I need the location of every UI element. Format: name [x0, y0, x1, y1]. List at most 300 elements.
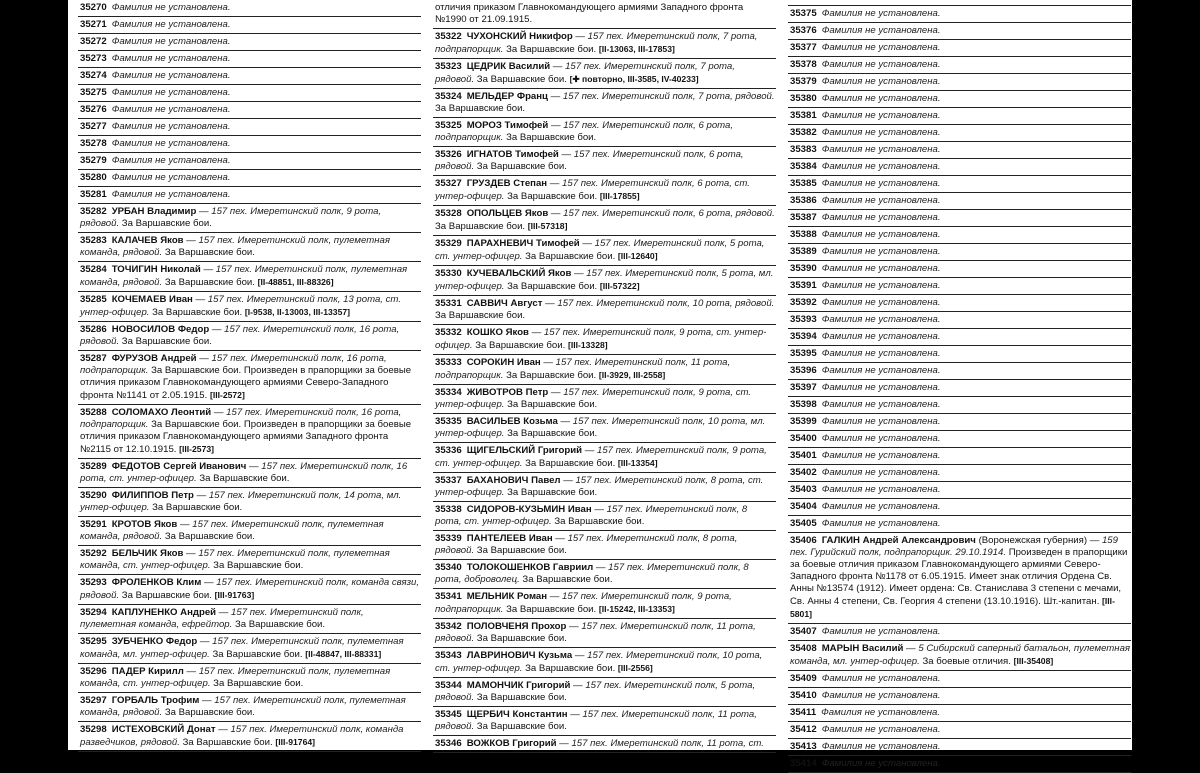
person-name: МАМОНЧИК Григорий — [466, 680, 571, 691]
entry-description: Фамилия не установлена. — [821, 724, 941, 735]
entry-unknown — [78, 51, 421, 68]
entry-record: 35289 ФЕДОТОВ Сергей Иванович — 157 пех. Имеретинский полк, 16 рота, ст. унтер-офицер. За Варшавские бои. — [78, 459, 421, 488]
entry-unknown — [78, 170, 421, 187]
entry-number: 35336 — [435, 445, 462, 456]
entry-unknown — [78, 102, 421, 119]
entry-number: 35284 — [80, 264, 107, 275]
entry-award-text: За Варшавские бои. — [476, 545, 567, 556]
entry-number: 35293 — [80, 577, 107, 588]
person-name: ВОЖКОВ Григорий — [466, 738, 557, 749]
entry-record: 35297 ГОРБАЛЬ Трофим — 157 пех. Имеретинский полк, пулеметная команда, рядовой. За Варшавские бои. — [78, 693, 421, 722]
person-name: БАХАНОВИЧ Павел — [466, 475, 561, 486]
entry-record: 35341 МЕЛЬНИК Роман — 157 пех. Имеретинский полк, 9 рота, подпрапорщик. За Варшавские бои. [II-15242, III-13353] — [433, 589, 776, 619]
entry-unknown — [788, 142, 1131, 159]
person-name: МЕЛЬДЕР Франц — [466, 91, 548, 102]
entry-number: 35345 — [435, 709, 462, 720]
person-name: ИГНАТОВ Тимофей — [466, 149, 559, 160]
entry-description: 157 пех. Имеретинский полк, 5 рота, мл. унтер-офицер. — [435, 268, 774, 292]
entry-number: 35407 — [790, 626, 817, 637]
person-name: ИСТЕХОВСКИЙ Донат — [111, 724, 216, 735]
entry-record: 35284 ТОЧИГИН Николай — 157 пех. Имеретинский полк, пулеметная команда, рядовой. За Варшавские бои. [II-48851, III-88326] — [78, 262, 421, 292]
document-page — [68, 0, 1132, 769]
entry-number: 35382 — [790, 127, 817, 138]
entry-record: 35290 ФИЛИППОВ Петр — 157 пех. Имеретинский полк, 14 рота, мл. унтер-офицер. За Варшавские бои. — [78, 488, 421, 517]
entry-description: Фамилия не установлена. — [821, 42, 941, 53]
entry-number: 35404 — [790, 501, 817, 512]
entry-unknown — [788, 346, 1131, 363]
entry-reference: [II-13063, III-17853] — [598, 44, 675, 54]
entry-number: 35298 — [80, 724, 107, 735]
entry-description: Фамилия не установлена. — [821, 76, 941, 87]
entry-number: 35397 — [790, 382, 817, 393]
entry-record: 35337 БАХАНОВИЧ Павел — 157 пех. Имеретинский полк, 8 рота, ст. унтер-офицер. За Варшавские бои. — [433, 473, 776, 502]
entry-number: 35337 — [435, 475, 462, 486]
entry-record: 35323 ЦЕДРИК Василий — 157 пех. Имеретинский полк, 7 рота, рядовой. За Варшавские бои. [✚ повторно, III-3585, IV-40233] — [433, 59, 776, 89]
person-name: ФРОЛЕНКОВ Клим — [111, 577, 202, 588]
entry-number: 35328 — [435, 208, 462, 219]
entry-number: 35400 — [790, 433, 817, 444]
entry-unknown — [788, 108, 1131, 125]
entry-unknown — [788, 705, 1131, 722]
entry-award-text: За Варшавские бои. — [476, 633, 567, 644]
entry-number: 35295 — [80, 636, 107, 647]
person-name: ГОРБАЛЬ Трофим — [111, 695, 200, 706]
entry-description: Фамилия не установлена. — [821, 365, 941, 376]
entry-description: 157 пех. Имеретинский полк, пулеметная команда, ефрейтор. — [80, 607, 364, 630]
entry-number: 35399 — [790, 416, 817, 427]
entry-record: 35342 ПОЛОВЧЕНЯ Прохор — 157 пех. Имеретинский полк, 11 рота, рядовой. За Варшавские бои. — [433, 619, 776, 648]
entry-description: 157 пех. Имеретинский полк, пулеметная команда, ст. унтер-офицер. — [80, 666, 391, 689]
entry-description: Фамилия не установлена. — [821, 127, 941, 138]
entry-description: 157 пех. Имеретинский полк, 6 рота, ст. унтер-офицер. — [435, 178, 750, 202]
person-name: ЩЕРБИЧ Константин — [466, 709, 568, 720]
person-name: ТОЧИГИН Николай — [111, 264, 201, 275]
entry-record: 35291 КРОТОВ Яков — 157 пех. Имеретинский полк, пулеметная команда, рядовой. За Варшавские бои. — [78, 517, 421, 546]
entry-number: 35346 — [435, 738, 462, 749]
entry-record: 35328 ОПОЛЬЦЕВ Яков — 157 пех. Имеретинский полк, 6 рота, рядовой. За Варшавские бои. [III-57318] — [433, 206, 776, 236]
entry-award-text: За Варшавские бои. — [525, 663, 616, 674]
entry-number: 35410 — [790, 690, 817, 701]
entry-description: 157 пех. Имеретинский полк, 11 рота, подпрапорщик. — [435, 357, 731, 381]
entry-number: 35406 — [790, 535, 817, 546]
entry-description: Фамилия не установлена. — [821, 331, 941, 342]
entry-award-text: За Варшавские бои. — [212, 649, 303, 660]
entry-record: 35330 КУЧЕВАЛЬСКИЙ Яков — 157 пех. Имеретинский полк, 5 рота, мл. унтер-офицер. За Варшавские бои. [III-57322] — [433, 266, 776, 296]
entry-award-text: За Варшавские бои. — [506, 604, 597, 615]
entry-description: Фамилия не установлена. — [821, 144, 941, 155]
entry-record: 35408 МАРЫН Василий — 5 Сибирский саперный батальон, пулеметная команда, мл. унтер-офицер. За боевые отличия. [III-35408] — [788, 641, 1131, 671]
entry-description: 157 пех. Имеретинский полк, 8 рота, доброволец. — [435, 562, 749, 585]
entry-record: 35286 НОВОСИЛОВ Федор — 157 пех. Имеретинский полк, 16 рота, рядовой. За Варшавские бои. — [78, 322, 421, 351]
person-name: ГАЛКИН Андрей Александрович — [821, 535, 976, 546]
person-name: ПОЛОВЧЕНЯ Прохор — [466, 621, 567, 632]
entry-description: 157 пех. Имеретинский полк, 16 рота, подпрапорщик. — [80, 353, 387, 376]
entry-number: 35334 — [435, 387, 462, 398]
person-name: МЕЛЬНИК Роман — [466, 591, 548, 602]
entry-award-text: За Варшавские бои. — [164, 531, 255, 542]
entry-unknown — [788, 176, 1131, 193]
entry-unknown — [788, 6, 1131, 23]
entry-number: 35384 — [790, 161, 817, 172]
entry-award-text: За Варшавские бои. — [525, 251, 616, 262]
entry-record: 35293 ФРОЛЕНКОВ Клим — 157 пех. Имеретинский полк, команда связи, рядовой. За Варшавские бои. [III-91763] — [78, 575, 421, 605]
entry-number: 35290 — [80, 490, 107, 501]
entry-reference: [III-91764] — [275, 737, 315, 747]
entry-number: 35280 — [80, 172, 107, 183]
entry-number: 35286 — [80, 324, 107, 335]
entry-award-text: За Варшавские бои. — [435, 310, 526, 321]
person-name: ВАСИЛЬЕВ Козьма — [466, 416, 558, 427]
entry-number: 35333 — [435, 357, 462, 368]
entry-number: 35335 — [435, 416, 462, 427]
entry-unknown — [788, 40, 1131, 57]
person-name: ПАРАХНЕВИЧ Тимофей — [466, 238, 580, 249]
entry-number: 35402 — [790, 467, 817, 478]
person-name: ФУРУЗОВ Андрей — [111, 353, 197, 364]
entry-reference: [III-2572] — [209, 390, 245, 400]
entry-description: Фамилия не установлена. — [111, 36, 231, 47]
entry-record: 35333 СОРОКИН Иван — 157 пех. Имеретинский полк, 11 рота, подпрапорщик. За Варшавские бои. [II-3929, III-2558] — [433, 355, 776, 385]
entry-award-text: За Варшавские бои. — [507, 487, 598, 498]
entry-number: 35325 — [435, 120, 462, 131]
entry-unknown — [788, 499, 1131, 516]
entry-number: 35385 — [790, 178, 817, 189]
entry-description: Фамилия не установлена. — [111, 53, 231, 64]
entry-description: 157 пех. Имеретинский полк, 10 рота, рядовой. — [557, 298, 775, 309]
entry-number: 35413 — [790, 741, 817, 752]
entry-description: 157 пех. Имеретинский полк, пулеметная команда, рядовой. — [80, 519, 384, 542]
entry-unknown — [78, 34, 421, 51]
entry-description: 157 пех. Имеретинский полк, 9 рота, ст. унтер-офицер. — [435, 387, 752, 410]
person-name: КАПЛУНЕНКО Андрей — [111, 607, 217, 618]
entry-description: 157 пех. Имеретинский полк, 16 рота, ст. унтер-офицер. — [80, 461, 408, 484]
entry-number: 35344 — [435, 680, 462, 691]
entry-reference: [III-13328] — [567, 340, 608, 350]
entry-record: 35346 ВОЖКОВ Григорий — 157 пех. Имеретинский полк, 11 рота, ст. — [433, 736, 776, 753]
entry-number: 35401 — [790, 450, 817, 461]
entry-unknown — [788, 756, 1131, 773]
entry-number: 35288 — [80, 407, 107, 418]
entry-description: 157 пех. Имеретинский полк, пулеметная команда, ст. унтер-офицер. — [80, 548, 390, 571]
entry-unknown — [788, 624, 1131, 641]
entry-number: 35274 — [80, 70, 107, 81]
entry-reference: [III-91763] — [214, 590, 255, 600]
entry-description: 157 пех. Имеретинский полк, 6 рота, рядовой. — [435, 149, 744, 172]
entry-number: 35277 — [80, 121, 107, 132]
entry-record — [433, 0, 776, 29]
entry-number: 35378 — [790, 59, 817, 70]
person-name: ТОЛОКОШЕНКОВ Гавриил — [466, 562, 594, 573]
entry-number: 35412 — [790, 724, 817, 735]
entry-record: 35296 ПАДЕР Кирилл — 157 пех. Имеретинский полк, пулеметная команда, ст. унтер-офицер. За Варшавские бои. — [78, 664, 421, 693]
entry-unknown — [788, 380, 1131, 397]
entry-award-text: За Варшавские бои. — [213, 678, 304, 689]
entry-description: 157 пех. Имеретинский полк, 16 рота, подпрапорщик. — [80, 407, 402, 430]
entry-number: 35403 — [790, 484, 817, 495]
entry-description: Фамилия не установлена. — [821, 59, 941, 70]
entry-description: Фамилия не установлена. — [821, 626, 941, 637]
person-name: ЦЕДРИК Василий — [466, 61, 551, 72]
entry-reference: [I-9538, II-13003, III-13357] — [244, 307, 351, 317]
entry-description: Фамилия не установлена. — [821, 263, 941, 274]
entry-award-text: отличия приказом Главнокомандующего армиями Западного фронта №1990 от 21.09.1915. — [435, 2, 744, 25]
entry-award-text: За Варшавские бои. — [554, 516, 645, 527]
entry-unknown — [788, 448, 1131, 465]
entry-award-text: За Варшавские бои. — [476, 721, 567, 732]
entry-number: 35287 — [80, 353, 107, 364]
entry-description: 157 пех. Имеретинский полк, 9 рота, ст. унтер-офицер. — [435, 445, 767, 469]
entry-award-text: За Варшавские бои. — [507, 191, 598, 202]
entry-unknown — [788, 431, 1131, 448]
entry-number: 35324 — [435, 91, 462, 102]
entry-record: 35329 ПАРАХНЕВИЧ Тимофей — 157 пех. Имеретинский полк, 5 рота, ст. унтер-офицер. За Варшавские бои. [III-12640] — [433, 236, 776, 266]
entry-record: 35339 ПАНТЕЛЕЕВ Иван — 157 пех. Имеретинский полк, 8 рота, рядовой. За Варшавские бои. — [433, 531, 776, 560]
entry-award-text: Произведен в прапорщики за боевые отличия приказом Главнокомандующего армиями Северо-Западного фронта №1178 от 6.05.1915. Имеет знак отличия Ордена Св. Анны №13574 (1912). Имеет ордена: Св. Станислава 3 степени с мечами, Св. Анны 4 степени, Св. Георгия 4 степени (13.10.1916). Шт.-капитан. — [790, 547, 1128, 607]
entry-unknown — [788, 227, 1131, 244]
column-2 — [433, 0, 776, 753]
person-name: БЕЛЬЧИК Яков — [111, 548, 184, 559]
entry-unknown — [78, 153, 421, 170]
entry-number: 35387 — [790, 212, 817, 223]
entry-description: 157 пех. Имеретинский полк, 11 рота, рядовой. — [435, 709, 757, 732]
entry-number: 35340 — [435, 562, 462, 573]
entry-description: 157 пех. Имеретинский полк, команда связи, рядовой. — [80, 577, 420, 601]
entry-number: 35411 — [790, 707, 817, 718]
entry-description: Фамилия не установлена. — [821, 758, 941, 769]
entry-description: Фамилия не установлена. — [821, 280, 941, 291]
entry-number: 35381 — [790, 110, 817, 121]
entry-number: 35395 — [790, 348, 817, 359]
entry-description: Фамилия не установлена. — [111, 189, 231, 200]
entry-number: 35276 — [80, 104, 107, 115]
entry-number: 35272 — [80, 36, 107, 47]
entry-description: 157 пех. Имеретинский полк, 9 рота, ст. унтер-офицер. — [435, 327, 767, 351]
entry-award-text: За Варшавские бои. — [121, 590, 212, 601]
entry-award-text: За Варшавские бои. — [435, 221, 526, 232]
entry-unknown — [788, 688, 1131, 705]
entry-description: Фамилия не установлена. — [821, 110, 941, 121]
entry-unknown — [788, 414, 1131, 431]
entry-record: 35336 ЩИГЕЛЬСКИЙ Григорий — 157 пех. Имеретинский полк, 9 рота, ст. унтер-офицер. За Варшавские бои. [III-13354] — [433, 443, 776, 473]
person-name: ЧУХОНСКИЙ Никифор — [466, 31, 573, 42]
entry-award-text: За Варшавские бои. — [213, 560, 304, 571]
person-name: УРБАН Владимир — [111, 206, 197, 217]
entry-record: 35285 КОЧЕМАЕВ Иван — 157 пех. Имеретинский полк, 13 рота, ст. унтер-офицер. За Варшавские бои. [I-9538, II-13003, III-13357] — [78, 292, 421, 322]
entry-number: 35342 — [435, 621, 462, 632]
entry-record: 35343 ЛАВРИНОВИЧ Кузьма — 157 пех. Имеретинский полк, 10 рота, ст. унтер-офицер. За Варшавские бои. [III-2556] — [433, 648, 776, 678]
person-name: ЗУБЧЕНКО Федор — [111, 636, 198, 647]
entry-number: 35281 — [80, 189, 107, 200]
entry-unknown — [78, 68, 421, 85]
entry-award-text: За Варшавские бои. — [507, 399, 598, 410]
entry-number: 35343 — [435, 650, 462, 661]
entry-description: Фамилия не установлена. — [821, 673, 941, 684]
entry-reference: [II-15242, III-13353] — [598, 604, 675, 614]
entry-unknown — [788, 57, 1131, 74]
entry-description: 157 пех. Имеретинский полк, 7 рота, рядовой. — [562, 91, 775, 102]
entry-description: 5 Сибирский саперный батальон, пулеметная команда, мл. унтер-офицер. — [790, 643, 1131, 667]
entry-record: 35340 ТОЛОКОШЕНКОВ Гавриил — 157 пех. Имеретинский полк, 8 рота, доброволец. За Варшавские бои. — [433, 560, 776, 589]
entry-description: Фамилия не установлена. — [821, 416, 941, 427]
entry-record: 35331 САВВИЧ Август — 157 пех. Имеретинский полк, 10 рота, рядовой. За Варшавские бои. — [433, 296, 776, 325]
entry-number: 35292 — [80, 548, 107, 559]
person-name: СОЛОМАХО Леонтий — [111, 407, 212, 418]
person-name: ПАНТЕЛЕЕВ Иван — [466, 533, 553, 544]
entry-description: 157 пех. Имеретинский полк, 6 рота, подпрапорщик. — [435, 120, 734, 143]
person-name: ФЕДОТОВ Сергей Иванович — [111, 461, 247, 472]
person-name: МОРОЗ Тимофей — [466, 120, 549, 131]
entry-award-text: За Варшавские бои. — [522, 574, 613, 585]
person-origin: (Воронежская губерния) — [978, 535, 1088, 546]
entry-number: 35273 — [80, 53, 107, 64]
entry-record: 35298 ИСТЕХОВСКИЙ Донат — 157 пех. Имеретинский полк, команда разведчиков, рядовой. За Варшавские бои. [III-91764] — [78, 722, 421, 752]
entry-description: Фамилия не установлена. — [821, 314, 941, 325]
entry-award-text: За Варшавские бои. — [507, 281, 598, 292]
entry-description: Фамилия не установлена. — [821, 246, 941, 257]
entry-description: Фамилия не установлена. — [821, 195, 941, 206]
entry-record: 35292 БЕЛЬЧИК Яков — 157 пех. Имеретинский полк, пулеметная команда, ст. унтер-офицер. За Варшавские бои. — [78, 546, 421, 575]
entry-description: Фамилия не установлена. — [821, 741, 941, 752]
entry-description: Фамилия не установлена. — [821, 433, 941, 444]
entry-unknown — [788, 722, 1131, 739]
entry-description: 157 пех. Имеретинский полк, пулеметная команда, мл. унтер-офицер. — [80, 636, 404, 660]
entry-description: 157 пех. Имеретинский полк, 9 рота, рядовой. — [80, 206, 382, 229]
entry-award-text: За Варшавские бои. — [475, 340, 566, 351]
entry-description: Фамилия не установлена. — [821, 229, 941, 240]
entry-reference: [III-35408] — [1013, 656, 1054, 666]
entry-description: Фамилия не установлена. — [821, 348, 941, 359]
entry-number: 35282 — [80, 206, 107, 217]
entry-description: Фамилия не установлена. — [821, 501, 941, 512]
entry-number: 35405 — [790, 518, 817, 529]
entry-number: 35339 — [435, 533, 462, 544]
entry-description: Фамилия не установлена. — [111, 104, 231, 115]
entry-record: 35406 ГАЛКИН Андрей Александрович (Воронежская губерния) — 159 пех. Гурийский полк, подпрапорщик. 29.10.1914. Произведен в прапорщики за боевые отличия приказом Главнокомандующего армиями Северо-Западного фронта №1178 от 6.05.1915. Имеет знак отличия Ордена Св. Анны №13574 (1912). Имеет ордена: Св. Станислава 3 степени с мечами, Св. Анны 4 степени, Св. Георгия 4 степени (13.10.1916). Шт.-капитан. [III-5801] — [788, 533, 1131, 624]
entry-description: 157 пех. Имеретинский полк, 11 рота, рядовой. — [435, 621, 756, 644]
entry-unknown — [788, 516, 1131, 533]
person-name: МАРЫН Василий — [821, 643, 904, 654]
entry-number: 35391 — [790, 280, 817, 291]
entry-number: 35330 — [435, 268, 462, 279]
entry-description: Фамилия не установлена. — [821, 212, 941, 223]
entry-number: 35322 — [435, 31, 462, 42]
entry-description: 157 пех. Имеретинский полк, 8 рота, рядовой. — [435, 533, 738, 556]
entry-award-text: За Варшавские бои. — [506, 132, 597, 143]
entry-description: 157 пех. Имеретинский полк, пулеметная команда, рядовой. — [80, 695, 406, 718]
entry-description: 157 пех. Имеретинский полк, 7 рота, рядовой. — [435, 61, 735, 85]
entry-unknown — [788, 125, 1131, 142]
person-name: ФИЛИППОВ Петр — [111, 490, 194, 501]
entry-description: Фамилия не установлена. — [111, 121, 231, 132]
entry-unknown — [788, 278, 1131, 295]
entry-reference: [III-57318] — [527, 221, 568, 231]
entry-unknown — [78, 119, 421, 136]
entry-number: 35323 — [435, 61, 462, 72]
entry-record: 35345 ЩЕРБИЧ Константин — 157 пех. Имеретинский полк, 11 рота, рядовой. За Варшавские бои. — [433, 707, 776, 736]
entry-description: 157 пех. Имеретинский полк, 10 рота, мл. унтер-офицер. — [435, 416, 766, 439]
entry-number: 35285 — [80, 294, 107, 305]
entry-number: 35389 — [790, 246, 817, 257]
entry-reference: [III-13354] — [617, 458, 658, 468]
entry-reference: [III-5801] — [790, 596, 1115, 619]
entry-description: 159 пех. Гурийский полк, подпрапорщик. 29.10.1914. — [790, 535, 1118, 558]
entry-award-text: За Варшавские бои. — [476, 74, 567, 85]
entry-number: 35414 — [790, 758, 817, 769]
entry-unknown — [788, 295, 1131, 312]
entry-award-text: За Варшавские бои. — [506, 44, 597, 55]
entry-description: 157 пех. Имеретинский полк, 16 рота, рядовой. — [80, 324, 400, 347]
entry-number: 35294 — [80, 607, 107, 618]
column-3 — [788, 0, 1131, 773]
entry-record: 35327 ГРУЗДЕВ Степан — 157 пех. Имеретинский полк, 6 рота, ст. унтер-офицер. За Варшавские бои. [III-17855] — [433, 176, 776, 206]
entry-description: Фамилия не установлена. — [821, 690, 941, 701]
entry-number: 35270 — [80, 2, 107, 13]
entry-description: 157 пех. Имеретинский полк, 8 рота, ст. унтер-офицер. — [435, 475, 764, 498]
entry-record: 35326 ИГНАТОВ Тимофей — 157 пех. Имеретинский полк, 6 рота, рядовой. За Варшавские бои. — [433, 147, 776, 176]
entry-description: Фамилия не установлена. — [821, 518, 941, 529]
entry-award-text: За Варшавские бои. — [152, 502, 243, 513]
person-name: ЖИВОТРОВ Петр — [466, 387, 549, 398]
entry-unknown — [788, 739, 1131, 756]
entry-number: 35331 — [435, 298, 462, 309]
entry-number: 35376 — [790, 25, 817, 36]
entry-description: 157 пех. Имеретинский полк, пулеметная команда, рядовой. — [80, 264, 408, 288]
entry-description: Фамилия не установлена. — [111, 19, 231, 30]
person-name: ПАДЕР Кирилл — [111, 666, 184, 677]
entry-number: 35394 — [790, 331, 817, 342]
entry-record: 35322 ЧУХОНСКИЙ Никифор — 157 пех. Имеретинский полк, 7 рота, подпрапорщик. За Варшавские бои. [II-13063, III-17853] — [433, 29, 776, 59]
entry-description: Фамилия не установлена. — [821, 467, 941, 478]
entry-number: 35393 — [790, 314, 817, 325]
entry-description: Фамилия не установлена. — [821, 161, 941, 172]
entry-reference: [III-17855] — [599, 191, 640, 201]
entry-description: Фамилия не установлена. — [821, 25, 941, 36]
entry-record: 35344 МАМОНЧИК Григорий — 157 пех. Имеретинский полк, 5 рота, рядовой. За Варшавские бои. — [433, 678, 776, 707]
person-name: САВВИЧ Август — [466, 298, 543, 309]
entry-award-text: За Варшавские бои. — [164, 277, 255, 288]
entry-unknown — [788, 244, 1131, 261]
entry-number: 35409 — [790, 673, 817, 684]
person-name: ЛАВРИНОВИЧ Кузьма — [466, 650, 573, 661]
entry-unknown — [788, 363, 1131, 380]
entry-number: 35383 — [790, 144, 817, 155]
entry-record: 35287 ФУРУЗОВ Андрей — 157 пех. Имеретинский полк, 16 рота, подпрапорщик. За Варшавские бои. Произведен в прапорщики за боевые отличия приказом Главнокомандующего армиями Северо-Западного фронта №1141 от 2.05.1915. [III-2572] — [78, 351, 421, 405]
entry-number: 35275 — [80, 87, 107, 98]
person-name: НОВОСИЛОВ Федор — [111, 324, 210, 335]
entry-number: 35396 — [790, 365, 817, 376]
entry-number: 35329 — [435, 238, 462, 249]
entry-unknown — [788, 91, 1131, 108]
entry-award-text: За Варшавские бои. — [152, 307, 243, 318]
entry-reference: [II-3929, III-2558] — [598, 370, 666, 380]
entry-award-text: За Варшавские бои. — [476, 161, 567, 172]
entry-record: 35295 ЗУБЧЕНКО Федор — 157 пех. Имеретинский полк, пулеметная команда, мл. унтер-офицер. За Варшавские бои. [II-48847, III-88331] — [78, 634, 421, 664]
entry-unknown — [78, 0, 421, 17]
entry-record: 35288 СОЛОМАХО Леонтий — 157 пех. Имеретинский полк, 16 рота, подпрапорщик. За Варшавские бои. Произведен в прапорщики за боевые отличия приказом Главнокомандующего армиями Западного фронта №2115 от 12.10.1915. [III-2573] — [78, 405, 421, 459]
entry-award-text: За Варшавские бои. — [476, 692, 567, 703]
entry-unknown — [78, 187, 421, 204]
entry-record: 35324 МЕЛЬДЕР Франц — 157 пех. Имеретинский полк, 7 рота, рядовой. За Варшавские бои. — [433, 89, 776, 118]
person-name: ОПОЛЬЦЕВ Яков — [466, 208, 549, 219]
person-name: ГРУЗДЕВ Степан — [466, 178, 548, 189]
entry-reference: [II-48851, III-88326] — [257, 277, 334, 287]
entry-unknown — [788, 74, 1131, 91]
entry-number: 35279 — [80, 155, 107, 166]
entry-number: 35375 — [790, 8, 817, 19]
entry-record: 35332 КОШКО Яков — 157 пех. Имеретинский полк, 9 рота, ст. унтер-офицер. За Варшавские бои. [III-13328] — [433, 325, 776, 355]
entry-award-text: За Варшавские бои. — [121, 218, 212, 229]
person-name: ЩИГЕЛЬСКИЙ Григорий — [466, 445, 583, 456]
